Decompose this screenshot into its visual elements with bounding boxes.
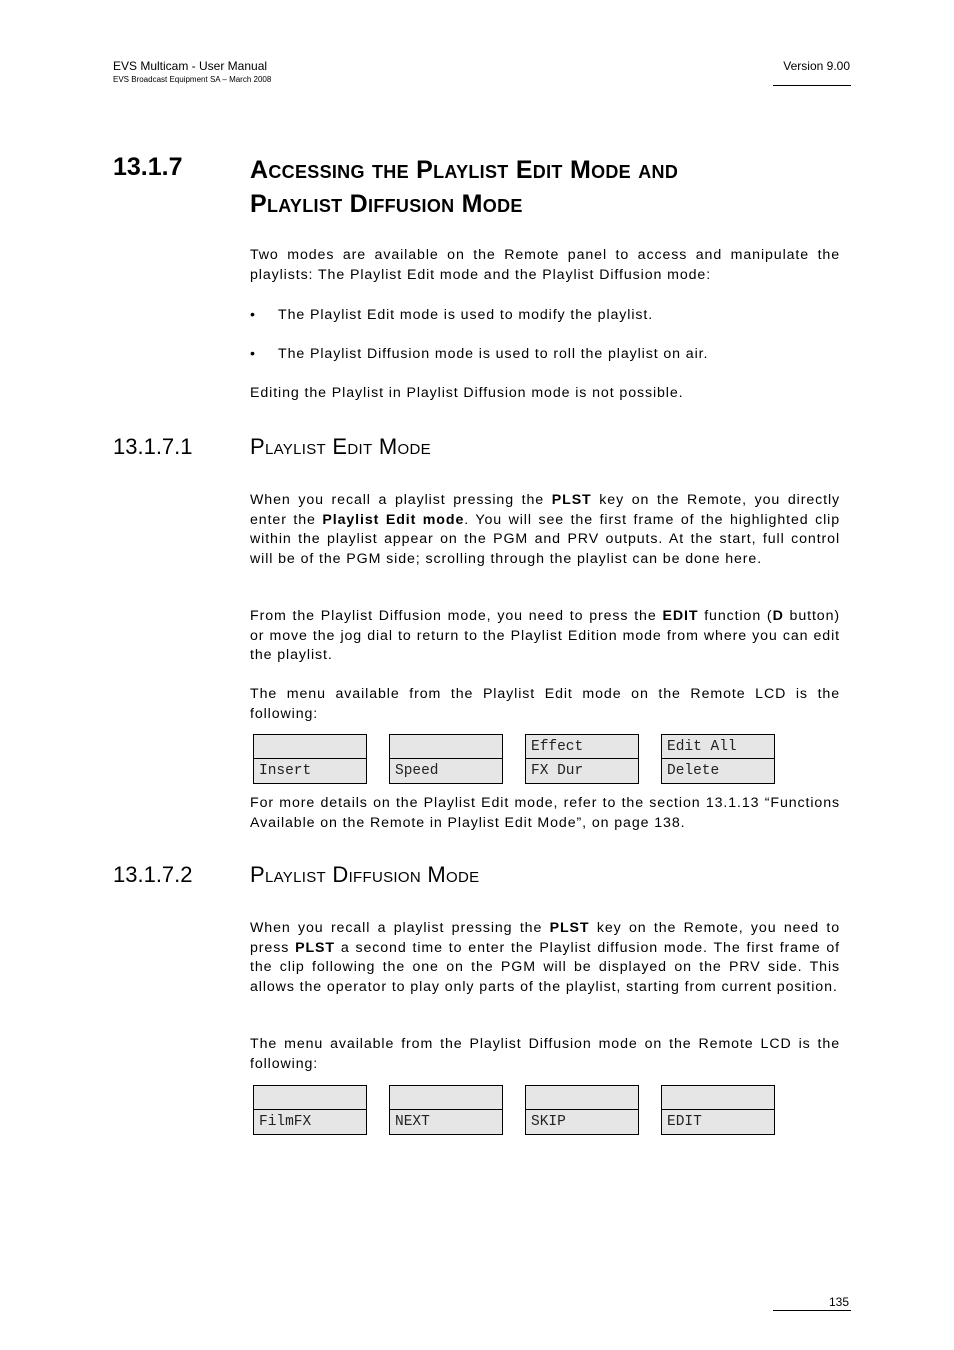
lcd-menu-diffusion	[253, 1085, 775, 1135]
lcd-cell-bottom: Speed	[389, 759, 503, 784]
section-title	[250, 153, 850, 221]
text-run: key on the Remote, you directly enter the	[250, 492, 840, 528]
lcd-cell-top	[253, 734, 367, 759]
bullet-symbol: •	[250, 346, 256, 362]
bullet-text: The Playlist Edit mode is used to modify the playlist.	[278, 307, 654, 323]
lcd-cell-top: Edit All	[661, 734, 775, 759]
header-title: EVS Multicam - User Manual	[113, 59, 268, 73]
text-run: button) or move the jog dial to return to the Playlist Edition mode from where you can edit the playlist.	[250, 608, 841, 663]
note-paragraph: Editing the Playlist in Playlist Diffusion mode is not possible.	[250, 385, 684, 401]
text-run: key on the Remote, you need to press	[250, 920, 840, 956]
lcd-menu-edit	[253, 734, 775, 784]
footer-rule	[773, 1310, 851, 1311]
subsection-number: 13.1.7.2	[113, 862, 193, 887]
bullet-item	[250, 306, 840, 326]
menu-intro-paragraph: The menu available from the Playlist Edit mode on the Remote LCD is the following:	[250, 686, 840, 722]
lcd-cell-top	[389, 734, 503, 759]
text-run: When you recall a playlist pressing the	[250, 492, 552, 508]
intro-paragraph: Two modes are available on the Remote panel to access and manipulate the playlists: The Playlist Edit mode and the Playlist Diffusion mode:	[250, 247, 840, 283]
mode-name: Playlist Edit mode	[322, 511, 465, 528]
text-run: function (	[698, 608, 773, 624]
lcd-cell-bottom: SKIP	[525, 1110, 639, 1135]
key-edit: EDIT	[662, 608, 699, 624]
lcd-cell-top	[525, 1085, 639, 1110]
lcd-cell-bottom: NEXT	[389, 1110, 503, 1135]
lcd-cell-top	[253, 1085, 367, 1110]
section-title-line1: Accessing the Playlist Edit Mode and	[250, 156, 679, 184]
header-subtitle: EVS Broadcast Equipment SA – March 2008	[113, 75, 272, 84]
key-d: D	[772, 608, 784, 624]
details-paragraph: For more details on the Playlist Edit mode, refer to the section 13.1.13 “Functions Available on the Remote in Playlist Edit Mode”, on page 138.	[250, 795, 840, 831]
lcd-key	[525, 1085, 639, 1135]
section-title-line2: Playlist Diffusion Mode	[250, 190, 523, 218]
text-run: . You will see the first frame of the highlighted clip within the playlist appear on the PGM and PRV outputs. At the start, full control will be of the PGM side; scrolling through the playlist can be done here.	[250, 511, 840, 567]
menu-intro-paragraph: The menu available from the Playlist Diffusion mode on the Remote LCD is the following:	[250, 1036, 840, 1072]
lcd-key	[661, 734, 775, 784]
text-run: From the Playlist Diffusion mode, you need to press the	[250, 608, 663, 624]
subsection-title: Playlist Diffusion Mode	[250, 862, 480, 887]
lcd-cell-bottom: Delete	[661, 759, 775, 784]
page-number: 135	[828, 1295, 849, 1309]
key-plst: PLST	[551, 492, 592, 508]
header-version: Version 9.00	[783, 59, 850, 73]
text-run: a second time to enter the Playlist diffusion mode. The first frame of the clip following the one on the PGM will be displayed on the PRV side. This allows the operator to play only parts of the playlist, starting from current position.	[250, 939, 840, 995]
bullet-symbol: •	[250, 307, 256, 323]
lcd-cell-top	[661, 1085, 775, 1110]
key-plst: PLST	[549, 920, 590, 936]
subsection-number: 13.1.7.1	[113, 434, 193, 459]
diffusion-paragraph	[250, 919, 840, 997]
lcd-key	[253, 1085, 367, 1135]
header-rule	[773, 85, 851, 86]
lcd-cell-bottom: Insert	[253, 759, 367, 784]
lcd-cell-bottom: FilmFX	[253, 1110, 367, 1135]
text-run: When you recall a playlist pressing the	[250, 920, 550, 936]
lcd-cell-bottom: EDIT	[661, 1110, 775, 1135]
section-number: 13.1.7	[113, 153, 183, 181]
lcd-key	[389, 1085, 503, 1135]
key-plst: PLST	[295, 939, 335, 956]
return-paragraph	[250, 607, 840, 666]
lcd-cell-top: Effect	[525, 734, 639, 759]
lcd-key	[525, 734, 639, 784]
lcd-cell-bottom: FX Dur	[525, 759, 639, 784]
edit-mode-paragraph	[250, 491, 840, 569]
lcd-cell-top	[389, 1085, 503, 1110]
lcd-key	[661, 1085, 775, 1135]
bullet-text: The Playlist Diffusion mode is used to roll the playlist on air.	[278, 346, 709, 362]
lcd-key	[253, 734, 367, 784]
bullet-item	[250, 345, 840, 365]
lcd-key	[389, 734, 503, 784]
subsection-title: Playlist Edit Mode	[250, 434, 431, 459]
